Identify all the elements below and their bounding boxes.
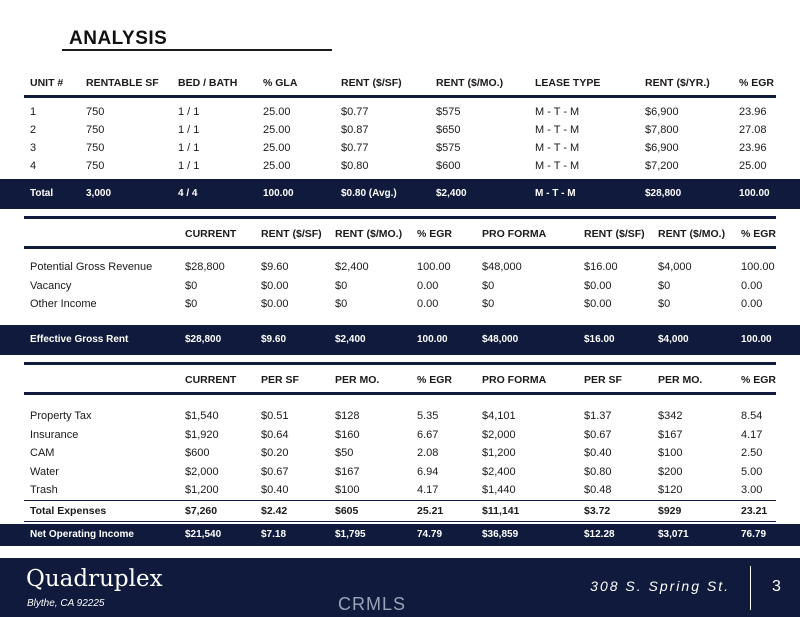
table-row-cell: $0 [335, 298, 348, 310]
table-row-cell: 2.50 [741, 447, 763, 459]
effective-gross-rent-bar-cell: $28,800 [185, 334, 222, 345]
table-row-cell: $0.87 [341, 124, 369, 136]
table-row-cell: $16.00 [584, 261, 618, 273]
effective-gross-rent-bar-cell: $48,000 [482, 334, 519, 345]
income-header-cell: PRO FORMA [482, 228, 547, 240]
table-row-cell: CAM [30, 447, 55, 459]
table-rule [24, 216, 776, 219]
table-row-cell: $0.67 [584, 428, 612, 441]
units-header-cell: UNIT # [30, 77, 64, 89]
expense-header-cell: PER SF [261, 374, 299, 386]
total-expenses-row [0, 502, 800, 520]
table-row-cell: 100.00 [417, 261, 451, 273]
net-operating-income-bar-cell: $7.18 [261, 529, 287, 540]
table-row-cell: $600 [436, 160, 461, 172]
table-row-cell: 8.54 [741, 410, 763, 422]
table-row-cell: $1.37 [584, 410, 612, 422]
table-row-cell: $0 [335, 279, 348, 292]
table-row-cell: 23.96 [739, 142, 767, 154]
effective-gross-rent-bar-cell: $2,400 [335, 334, 366, 345]
table-row-cell: 25.00 [263, 160, 291, 172]
effective-gross-rent-bar-cell: $16.00 [584, 334, 615, 345]
table-row-cell: 100.00 [741, 261, 775, 273]
table-row-cell: 750 [86, 106, 105, 118]
table-row-cell: $6,900 [645, 142, 679, 154]
footer-divider [750, 566, 751, 610]
total-expenses-row-cell: $605 [335, 505, 359, 517]
income-header-cell: RENT ($/SF) [584, 228, 645, 240]
table-row-cell: $0.20 [261, 447, 289, 459]
table-row-cell: Vacancy [30, 279, 72, 292]
income-header [0, 225, 800, 243]
table-row-cell: $6,900 [645, 106, 679, 118]
table-row-cell: 2.08 [417, 447, 439, 459]
table-row-cell: 25.00 [739, 160, 767, 172]
table-row [0, 277, 800, 295]
units-total-bar-cell: $0.80 (Avg.) [341, 188, 397, 199]
units-total-bar-cell: Total [30, 188, 54, 199]
units-total-bar-cell: 100.00 [263, 188, 294, 199]
effective-gross-rent-bar [0, 325, 800, 355]
units-header-cell: RENT ($/YR.) [645, 77, 710, 89]
table-row [0, 295, 800, 313]
table-row-cell: $575 [436, 106, 461, 118]
total-expenses-row-cell: $11,141 [482, 505, 520, 517]
units-header-cell: RENTABLE SF [86, 77, 159, 89]
net-operating-income-bar-cell: $12.28 [584, 529, 615, 540]
table-row [0, 481, 800, 499]
net-operating-income-bar [0, 524, 800, 546]
table-row-cell: $650 [436, 124, 461, 136]
table-row-cell: 4.17 [741, 428, 763, 441]
table-row [0, 407, 800, 425]
table-row-cell: M - T - M [535, 106, 580, 118]
table-row-cell: $0 [482, 279, 495, 292]
table-row-cell: $0.67 [261, 465, 289, 478]
table-row-cell: 0.00 [741, 279, 763, 292]
table-row-cell: $600 [185, 447, 210, 459]
units-header-cell: RENT ($/MO.) [436, 77, 504, 89]
table-row-cell: Trash [30, 484, 58, 496]
expense-header-cell: PER MO. [335, 374, 380, 386]
table-row-cell: 1 / 1 [178, 142, 200, 154]
table-row-cell: 4.17 [417, 484, 439, 496]
total-expenses-row-cell: $7,260 [185, 505, 218, 517]
table-rule [24, 500, 776, 501]
table-row-cell: 2 [30, 124, 37, 136]
table-row-cell: $160 [335, 428, 360, 441]
table-row-cell: Property Tax [30, 410, 92, 422]
table-row-cell: $128 [335, 410, 360, 422]
table-row-cell: 5.00 [741, 465, 763, 478]
table-row-cell: 1 / 1 [178, 160, 200, 172]
table-row-cell: $4,101 [482, 410, 516, 422]
table-row-cell: 23.96 [739, 106, 767, 118]
table-row-cell: $100 [658, 447, 683, 459]
watermark: CRMLS [338, 594, 407, 614]
table-row-cell: 1 / 1 [178, 124, 200, 136]
table-row-cell: M - T - M [535, 160, 580, 172]
table-row-cell: Water [30, 465, 59, 478]
total-expenses-row-cell: 23.21 [741, 505, 768, 517]
units-total-bar-cell: 100.00 [739, 188, 770, 199]
expense-header-cell: CURRENT [185, 374, 237, 386]
table-row-cell: $0 [482, 298, 495, 310]
units-total-bar-cell: $2,400 [436, 188, 467, 199]
table-row-cell: Insurance [30, 428, 79, 441]
table-row-cell: 1 / 1 [178, 106, 200, 118]
units-total-bar-cell: 3,000 [86, 188, 112, 199]
table-row-cell: $200 [658, 465, 683, 478]
table-row-cell: $2,400 [482, 465, 516, 478]
table-row-cell: $0.00 [261, 298, 289, 310]
table-row-cell: $1,920 [185, 428, 219, 441]
income-header-cell: RENT ($/SF) [261, 228, 322, 240]
table-row-cell: 3.00 [741, 484, 763, 496]
table-row-cell: $0.80 [584, 465, 612, 478]
table-row-cell: 6.67 [417, 428, 439, 441]
table-row [0, 157, 800, 175]
table-rule [24, 521, 776, 522]
table-row-cell: $2,000 [482, 428, 516, 441]
table-row-cell: 27.08 [739, 124, 767, 136]
expense-header-cell: % EGR [417, 374, 453, 386]
brand-location: Blythe, CA 92225 [27, 598, 105, 609]
units-header-cell: LEASE TYPE [535, 77, 601, 89]
table-row-cell: $0.64 [261, 428, 289, 441]
units-total-bar-cell: M - T - M [535, 188, 576, 199]
table-row-cell: $0.48 [584, 484, 612, 496]
table-row-cell: $342 [658, 410, 683, 422]
page-number: 3 [772, 578, 781, 595]
table-row-cell: $2,400 [335, 261, 369, 273]
expense-header-cell: PER MO. [658, 374, 703, 386]
table-row [0, 444, 800, 462]
net-operating-income-bar-cell: $21,540 [185, 529, 222, 540]
footer [0, 558, 800, 617]
table-row-cell: $48,000 [482, 261, 522, 273]
table-row-cell: $167 [658, 428, 683, 441]
net-operating-income-bar-cell: 74.79 [417, 529, 443, 540]
table-row-cell: $0.40 [261, 484, 289, 496]
table-rule [24, 95, 776, 98]
table-row-cell: $0 [658, 279, 671, 292]
table-row-cell: 750 [86, 160, 105, 172]
table-row-cell: 6.94 [417, 465, 439, 478]
table-row-cell: 750 [86, 142, 105, 154]
table-row-cell: 750 [86, 124, 105, 136]
table-row-cell: $0 [185, 279, 198, 292]
effective-gross-rent-bar-cell: Effective Gross Rent [30, 334, 129, 345]
units-header [0, 74, 800, 92]
net-operating-income-bar-cell: Net Operating Income [30, 529, 134, 540]
table-rule [24, 392, 776, 395]
table-row-cell: Other Income [30, 298, 97, 310]
income-header-cell: RENT ($/MO.) [658, 228, 726, 240]
table-rule [24, 246, 776, 249]
brand-name: Quadruplex [26, 566, 163, 592]
total-expenses-row-cell: $929 [658, 505, 682, 517]
units-header-cell: BED / BATH [178, 77, 238, 89]
table-row-cell: 0.00 [741, 298, 763, 310]
units-header-cell: RENT ($/SF) [341, 77, 402, 89]
total-expenses-row-cell: Total Expenses [30, 505, 107, 517]
table-row-cell: 3 [30, 142, 37, 154]
table-row [0, 258, 800, 276]
table-row-cell: $4,000 [658, 261, 692, 273]
table-row-cell: Potential Gross Revenue [30, 261, 153, 273]
page-title: ANALYSIS [69, 28, 168, 49]
table-row-cell: $100 [335, 484, 360, 496]
expense-header-cell: PRO FORMA [482, 374, 547, 386]
net-operating-income-bar-cell: $1,795 [335, 529, 366, 540]
table-row-cell: 5.35 [417, 410, 439, 422]
table-row-cell: $167 [335, 465, 360, 478]
expense-header-cell: PER SF [584, 374, 622, 386]
table-row-cell: $0.40 [584, 447, 612, 459]
table-row-cell: $9.60 [261, 261, 289, 273]
table-row-cell: 25.00 [263, 106, 291, 118]
table-row-cell: $1,440 [482, 484, 516, 496]
table-row-cell: 0.00 [417, 279, 439, 292]
table-row [0, 426, 800, 444]
table-row-cell: $0.77 [341, 106, 369, 118]
table-row-cell: $7,800 [645, 124, 679, 136]
table-row-cell: $575 [436, 142, 461, 154]
table-rule [24, 362, 776, 365]
expense-header [0, 371, 800, 389]
net-operating-income-bar-cell: $3,071 [658, 529, 689, 540]
table-row-cell: $1,200 [482, 447, 516, 459]
title-underline [62, 49, 332, 51]
property-address: 308 S. Spring St. [590, 578, 730, 594]
table-row-cell: $0.00 [261, 279, 289, 292]
income-header-cell: % EGR [417, 228, 453, 240]
table-row-cell: $0 [185, 298, 198, 310]
units-total-bar [0, 179, 800, 209]
income-header-cell: RENT ($/MO.) [335, 228, 403, 240]
total-expenses-row-cell: $2.42 [261, 505, 288, 517]
table-row-cell: M - T - M [535, 142, 580, 154]
table-row-cell: M - T - M [535, 124, 580, 136]
table-row [0, 139, 800, 157]
table-row-cell: $0.80 [341, 160, 369, 172]
income-header-cell: CURRENT [185, 228, 237, 240]
table-row-cell: $0 [658, 298, 671, 310]
table-row-cell: 25.00 [263, 124, 291, 136]
total-expenses-row-cell: 25.21 [417, 505, 444, 517]
table-row-cell: $7,200 [645, 160, 679, 172]
table-row-cell: $50 [335, 447, 354, 459]
table-row-cell: $1,200 [185, 484, 219, 496]
units-header-cell: % EGR [739, 77, 775, 89]
table-row [0, 463, 800, 481]
income-header-cell: % EGR [741, 228, 777, 240]
units-header-cell: % GLA [263, 77, 298, 89]
table-row-cell: 0.00 [417, 298, 439, 310]
table-row-cell: 25.00 [263, 142, 291, 154]
effective-gross-rent-bar-cell: 100.00 [741, 334, 772, 345]
net-operating-income-bar-cell: $36,859 [482, 529, 519, 540]
table-row-cell: $2,000 [185, 465, 219, 478]
effective-gross-rent-bar-cell: $9.60 [261, 334, 287, 345]
table-row-cell: $120 [658, 484, 683, 496]
table-row [0, 121, 800, 139]
table-row-cell: $1,540 [185, 410, 219, 422]
effective-gross-rent-bar-cell: 100.00 [417, 334, 448, 345]
units-total-bar-cell: $28,800 [645, 188, 682, 199]
table-row-cell: 4 [30, 160, 37, 172]
table-row [0, 103, 800, 121]
table-row-cell: 1 [30, 106, 37, 118]
table-row-cell: $0.77 [341, 142, 369, 154]
total-expenses-row-cell: $3.72 [584, 505, 611, 517]
table-row-cell: $0.00 [584, 298, 612, 310]
table-row-cell: $0.51 [261, 410, 289, 422]
units-total-bar-cell: 4 / 4 [178, 188, 198, 199]
table-row-cell: $0.00 [584, 279, 612, 292]
net-operating-income-bar-cell: 76.79 [741, 529, 767, 540]
expense-header-cell: % EGR [741, 374, 777, 386]
table-row-cell: $28,800 [185, 261, 225, 273]
effective-gross-rent-bar-cell: $4,000 [658, 334, 689, 345]
